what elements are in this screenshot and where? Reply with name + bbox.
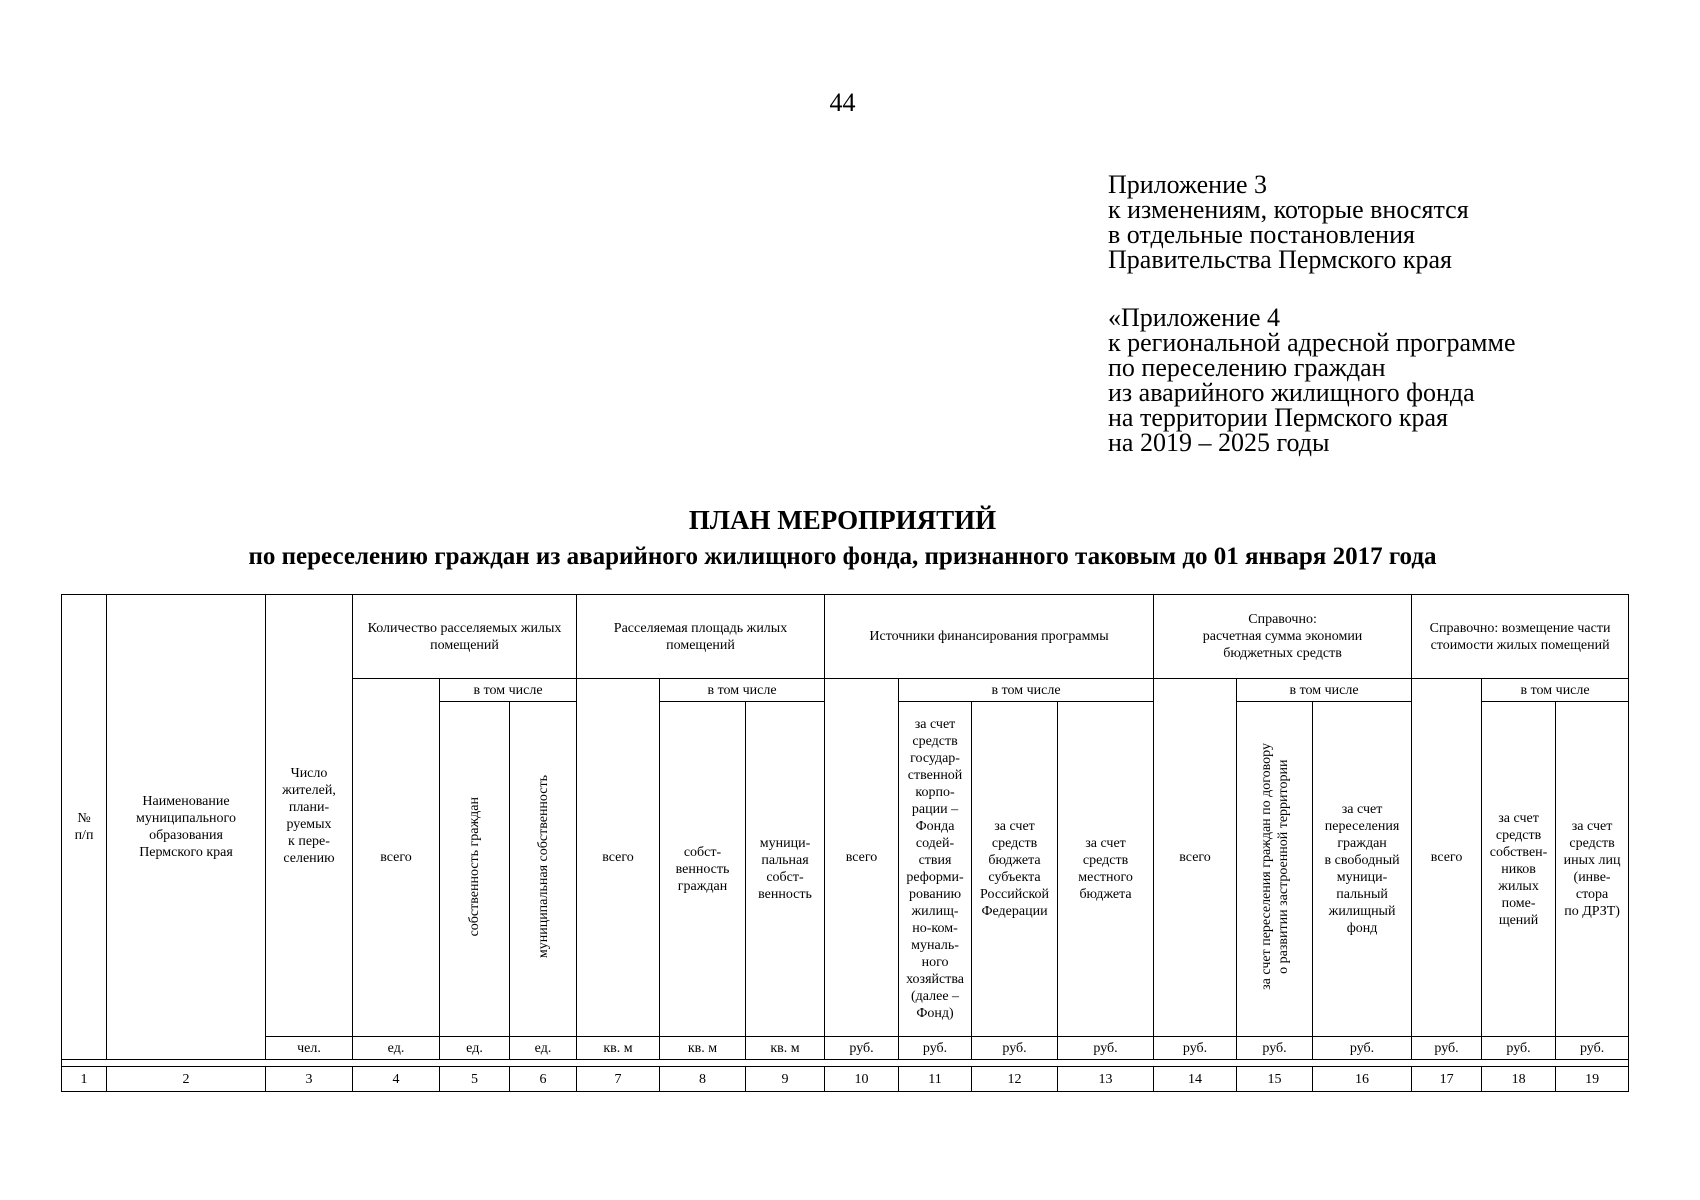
unit-cell: руб. <box>972 1037 1058 1060</box>
unit-cell: руб. <box>1556 1037 1629 1060</box>
column-number: 10 <box>825 1067 899 1092</box>
unit-cell: кв. м <box>660 1037 746 1060</box>
header-compensation-owners: за счет средств собствен- ников жилых поме- щений <box>1482 702 1556 1037</box>
column-number: 15 <box>1237 1067 1313 1092</box>
appendix-3-line: Правительства Пермского края <box>1108 245 1452 274</box>
unit-cell: кв. м <box>746 1037 825 1060</box>
column-number: 1 <box>62 1067 107 1092</box>
appendix-4-line: по переселению граждан <box>1108 353 1386 382</box>
header-savings-contract <box>1237 702 1313 1037</box>
header-savings-free-fund: за счет переселения граждан в свободный муници- пальный жилищный фонд <box>1313 702 1412 1037</box>
appendix-4-line: из аварийного жилищного фонда <box>1108 378 1475 407</box>
header-savings-total: всего <box>1154 679 1237 1037</box>
header-cost-compensation: Справочно: возмещение части стоимости жилых помещений <box>1412 595 1629 679</box>
appendix-4-line: «Приложение 4 <box>1108 303 1281 332</box>
column-number: 7 <box>577 1067 660 1092</box>
plan-table <box>61 594 1629 1092</box>
unit-cell: кв. м <box>577 1037 660 1060</box>
column-number: 13 <box>1058 1067 1154 1092</box>
header-including: в том числе <box>899 679 1154 702</box>
header-including: в том числе <box>660 679 825 702</box>
header-funding-sources: Источники финансирования программы <box>825 595 1154 679</box>
appendix-3-line: к изменениям, которые вносятся <box>1108 195 1469 224</box>
column-number: 6 <box>510 1067 577 1092</box>
units-row <box>62 1037 1629 1060</box>
unit-cell: ед. <box>440 1037 510 1060</box>
header-number: № п/п <box>62 595 107 1060</box>
unit-cell: руб. <box>1154 1037 1237 1060</box>
unit-cell: руб. <box>1058 1037 1154 1060</box>
unit-cell: руб. <box>1412 1037 1482 1060</box>
column-number: 19 <box>1556 1067 1629 1092</box>
header-finance-total: всего <box>825 679 899 1037</box>
appendix-4-heading <box>1108 305 1515 455</box>
unit-cell: руб. <box>899 1037 972 1060</box>
header-rooms-municipal <box>510 702 577 1037</box>
table-spacer <box>62 1060 1629 1067</box>
plan-title: ПЛАН МЕРОПРИЯТИЙ <box>688 505 997 535</box>
header-residents: Число жителей, плани- руемых к пере- селению <box>266 595 353 1037</box>
page-number: 44 <box>829 88 856 117</box>
unit-cell: руб. <box>825 1037 899 1060</box>
column-number: 11 <box>899 1067 972 1092</box>
header-compensation-others: за счет средств иных лиц (инве- стора по ДРЗТ) <box>1556 702 1629 1037</box>
header-rooms-citizens <box>440 702 510 1037</box>
header-area-municipal: муници- пальная собст- венность <box>746 702 825 1037</box>
column-number: 2 <box>107 1067 266 1092</box>
header-budget-savings: Справочно: расчетная сумма экономии бюджетных средств <box>1154 595 1412 679</box>
header-rooms-count: Количество расселяемых жилых помещений <box>353 595 577 679</box>
appendix-3-line: Приложение 3 <box>1108 170 1268 199</box>
spacer-cell <box>62 1060 1629 1067</box>
unit-cell: чел. <box>266 1037 353 1060</box>
column-number: 3 <box>266 1067 353 1092</box>
appendix-3-line: в отдельные постановления <box>1108 220 1415 249</box>
column-number: 18 <box>1482 1067 1556 1092</box>
appendix-3-heading <box>1108 172 1469 272</box>
appendix-4-line: на территории Пермского края <box>1108 403 1448 432</box>
column-number: 4 <box>353 1067 440 1092</box>
column-number: 17 <box>1412 1067 1482 1092</box>
vertical-label: собственность граждан <box>467 796 482 937</box>
header-area-citizens: собст- венность граждан <box>660 702 746 1037</box>
column-number: 9 <box>746 1067 825 1092</box>
appendix-4-line: к региональной адресной программе <box>1108 328 1516 357</box>
vertical-label: за счет переселения граждан по договору о развитии застроенной территории <box>1258 743 1291 990</box>
unit-cell: руб. <box>1482 1037 1556 1060</box>
appendix-4-line: на 2019 – 2025 годы <box>1108 428 1330 457</box>
column-number: 8 <box>660 1067 746 1092</box>
header-compensation-total: всего <box>1412 679 1482 1037</box>
header-including: в том числе <box>1482 679 1629 702</box>
unit-cell: ед. <box>353 1037 440 1060</box>
header-rooms-total: всего <box>353 679 440 1037</box>
unit-cell: руб. <box>1237 1037 1313 1060</box>
vertical-label: муниципальная собственность <box>535 774 551 959</box>
column-number: 5 <box>440 1067 510 1092</box>
header-including: в том числе <box>440 679 577 702</box>
column-number: 12 <box>972 1067 1058 1092</box>
column-number-row <box>62 1067 1629 1092</box>
unit-cell: руб. <box>1313 1037 1412 1060</box>
header-resettled-area: Расселяемая площадь жилых помещений <box>577 595 825 679</box>
header-municipality: Наименование муниципального образования Пермского края <box>107 595 266 1060</box>
header-including: в том числе <box>1237 679 1412 702</box>
header-finance-fund: за счет средств государ- ственной корпо- рации – Фонда содей- ствия реформи- рованию жилищ- но-ком- муналь- ного хозяйства (далее – Фонд) <box>899 702 972 1037</box>
plan-subtitle: по переселению граждан из аварийного жилищного фонда, признанного таковым до 01 января 2017 года <box>248 543 1437 570</box>
column-number: 14 <box>1154 1067 1237 1092</box>
header-finance-subject-budget: за счет средств бюджета субъекта Российской Федерации <box>972 702 1058 1037</box>
header-finance-local-budget: за счет средств местного бюджета <box>1058 702 1154 1037</box>
unit-cell: ед. <box>510 1037 577 1060</box>
header-area-total: всего <box>577 679 660 1037</box>
column-number: 16 <box>1313 1067 1412 1092</box>
